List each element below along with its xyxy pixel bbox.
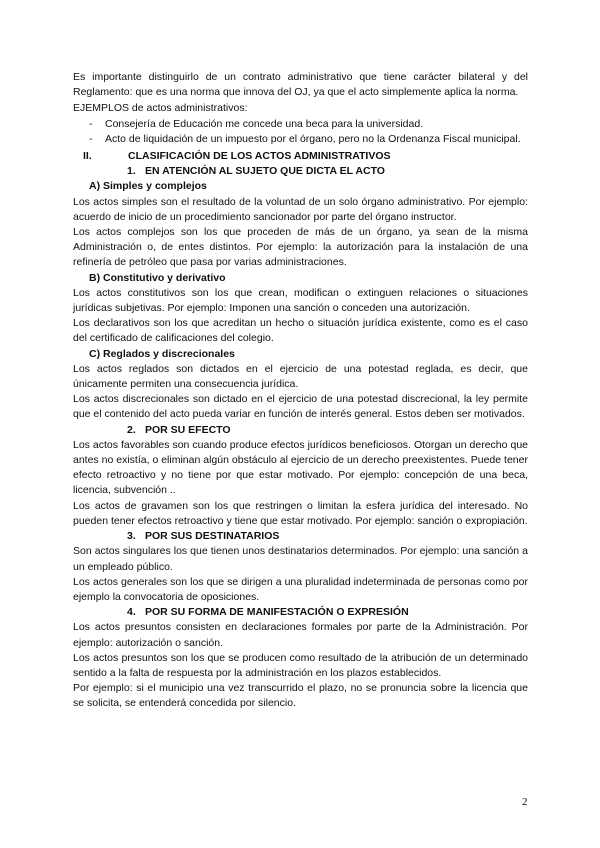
- examples-label: EJEMPLOS de actos administrativos:: [73, 102, 248, 115]
- section-heading: [73, 149, 528, 164]
- subsection-title: POR SUS DESTINATARIOS: [145, 530, 280, 543]
- subsection-title: POR SU FORMA DE MANIFESTACIÓN O EXPRESIÓN: [145, 606, 409, 619]
- subsection-number: 4.: [127, 606, 136, 619]
- paragraph: Los actos discrecionales son dictado en el ejercicio de una potestad discrecional, la ley permite que el contenido del acto pueda variar en función de interés general. Estos deben ser motivados.: [73, 393, 528, 421]
- subsection-heading-4: [73, 605, 528, 620]
- paragraph: Los actos presuntos consisten en declaraciones formales por parte de la Administración. Por ejemplo: autorización o sanción.: [73, 621, 528, 649]
- paragraph: Los actos constitutivos son los que crean, modifican o extinguen relaciones o situaciones jurídicas subjetivas. Por ejemplo: Imponen una sanción o conceden una autorización.: [73, 286, 528, 315]
- paragraph: Los actos complejos son los que proceden de más de un órgano, ya sean de la misma Administración o, de entes distintos. Por ejemplo: la autorización para la instalación de una refinería de petróleo que pasa por varias administraciones.: [73, 226, 528, 269]
- paragraph: Los actos favorables son cuando produce efectos jurídicos beneficiosos. Otorgan un derecho que antes no existía, o eliminan algún obstáculo al ejercicio de un derecho preexistentes. Puede tener efecto retroactivo y no tiene por que estar motivado. Por ejemplo: concepción de una beca, licencia, subvención ..: [73, 438, 528, 497]
- subsection-title: EN ATENCIÓN AL SUJETO QUE DICTA EL ACTO: [145, 165, 385, 178]
- paragraph: Por ejemplo: si el municipio una vez transcurrido el plazo, no se pronuncia sobre la licencia que se solicita, se entenderá concedida por silencio.: [73, 682, 528, 710]
- example-text: Consejería de Educación me concede una beca para la universidad.: [105, 117, 424, 130]
- subsection-title: POR SU EFECTO: [145, 423, 231, 436]
- paragraph: Los actos de gravamen son los que restringen o limitan la esfera jurídica del interesado. No pueden tener efectos retroactivo y tiene que estar motivado. Por ejemplo: sanción o expropiación.: [73, 499, 528, 527]
- example-text: Acto de liquidación de un impuesto por el órgano, pero no la Ordenanza Fiscal municipal.: [105, 132, 521, 145]
- paragraph: Son actos singulares los que tienen unos destinatarios determinados. Por ejemplo: una sanción a un empleado público.: [73, 545, 528, 573]
- paragraph: Los actos presuntos son los que se producen como resultado de la atribución de un determinado sentido a la falta de respuesta por la administración en los plazos establecidos.: [73, 651, 528, 679]
- subsection-heading-1: [73, 164, 528, 179]
- section-number: II.: [83, 150, 92, 163]
- list-item: - Acto de liquidación de un impuesto por el órgano, pero no la Ordenanza Fiscal municipal.: [89, 132, 521, 145]
- subsection-number: 1.: [127, 165, 136, 178]
- section-title: CLASIFICACIÓN DE LOS ACTOS ADMINISTRATIVOS: [128, 150, 391, 163]
- intro-paragraph: Es importante distinguirlo de un contrato administrativo que tiene carácter bilateral y del Reglamento: que es una norma que innova del OJ, ya que el acto simplemente aplica la norma.: [73, 71, 528, 99]
- examples-list: [73, 117, 528, 147]
- paragraph: Los declarativos son los que acreditan un hecho o situación jurídica existente, como es el caso del certificado de calificaciones del colegio.: [73, 317, 528, 345]
- document-page: [73, 70, 528, 712]
- heading-simples-complejos: A) Simples y complejos: [89, 180, 207, 193]
- paragraph: Los actos generales son los que se dirigen a una pluralidad indeterminada de personas como por ejemplo la convocatoria de oposiciones.: [73, 575, 528, 603]
- heading-constitutivo-derivativo: B) Constitutivo y derivativo: [89, 271, 226, 284]
- heading-reglados-discrecionales: C) Reglados y discrecionales: [89, 347, 235, 360]
- paragraph: Los actos reglados son dictados en el ejercicio de una potestad reglada, es decir, que únicamente permiten una consecuencia jurídica.: [73, 362, 528, 391]
- subsection-number: 3.: [127, 530, 136, 543]
- list-item: - Consejería de Educación me concede una beca para la universidad.: [89, 117, 424, 130]
- subsection-heading-3: [73, 529, 528, 544]
- subsection-heading-2: [73, 423, 528, 438]
- subsection-number: 2.: [127, 423, 136, 436]
- paragraph: Los actos simples son el resultado de la voluntad de un solo órgano administrativo. Por ejemplo: acuerdo de inicio de un procedimiento sancionador por parte del órgano instructor.: [73, 195, 528, 223]
- page-number: 2: [522, 796, 528, 808]
